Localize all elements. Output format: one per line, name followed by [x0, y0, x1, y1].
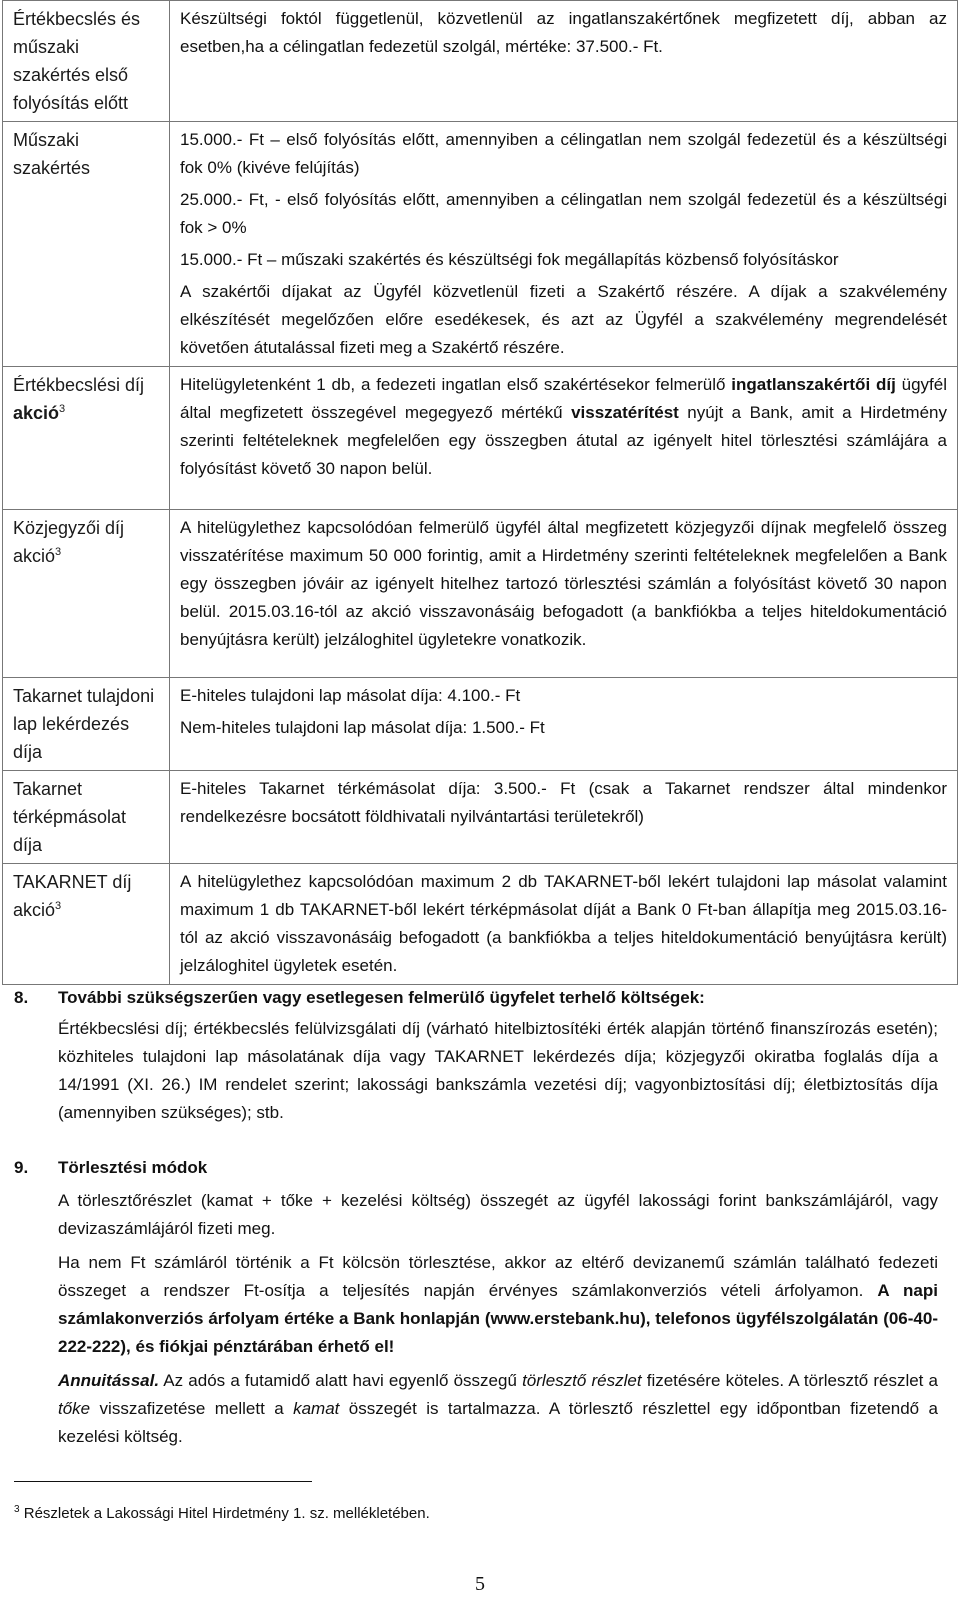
text-run-italic: kamat	[293, 1399, 340, 1418]
text-run-bold-italic: Annuitással.	[58, 1371, 160, 1390]
footnote-ref: 3	[55, 900, 62, 912]
table-row	[3, 678, 958, 771]
text-run-bold: ingatlanszakértői díj	[731, 375, 896, 394]
footnote-marker: 3	[14, 1504, 20, 1515]
row-label	[3, 367, 170, 510]
text-run-bold: A napi számlakonverziós árfolyam értéke a Bank honlapján (www.erstebank.hu), telefonos ügyfélszolgálatán (06-40-222-222), és fiókjai pénztárában érhető el!	[58, 1281, 938, 1356]
fee-text: 25.000.- Ft, - első folyósítás előtt, amennyiben a célingatlan nem szolgál fedezetül és a készültségi fok > 0%	[180, 190, 947, 237]
section-number: 9.	[14, 1158, 29, 1177]
fee-text: 15.000.- Ft – első folyósítás előtt, amennyiben a célingatlan nem szolgál fedezetül és a készültségi fok 0% (kivéve felújítás)	[180, 130, 947, 177]
row-value	[170, 771, 958, 864]
table-row	[3, 864, 958, 985]
paragraph: Értékbecslési díj; értékbecslés felülvizsgálati díj (várható hitelbiztosítéki érték alapján történő finanszírozás esetén); közhiteles tulajdoni lap másolatának díja vagy TAKARNET lekérdezés díja; közjegyzői okiratba foglalás díja a 14/1991 (XI. 26.) IM rendelet szerint; lakossági bankszámla vezetési díj; vagyonbiztosítási díj; életbiztosítás díja (amennyiben szükséges); stb.	[58, 1019, 938, 1122]
fee-text: A hitelügylethez kapcsolódóan felmerülő ügyfél által megfizetett közjegyzői díjnak megfelelő összeg visszatérítése maximum 50 000 forintig, amit a Hirdetmény szerinti feltételeknek megfelelően a Bank egy összegben jóváir az igényelt hitelhez tartozó törlesztési számlán a folyósítást követő 30 napon belül. 2015.03.16-tól az akció visszavonásáig befogadott (a bankfiókba a teljes hiteldokumentáció benyújtásra került) jelzáloghitel ügyletekre vonatkozik.	[180, 518, 947, 649]
fee-text: E-hiteles tulajdoni lap másolat díja: 4.100.- Ft	[180, 686, 521, 705]
section-body	[58, 1187, 938, 1457]
text-run: összegét is tartalmazza. A törlesztő részlettel egy időpontban fizetendő a kezelési költség.	[58, 1399, 938, 1446]
text-run: Ha nem Ft számláról történik a Ft kölcsön törlesztése, akkor az eltérő devizanemű számlán található fedezeti összeget a rendszer Ft-osítja a teljesítés napján érvényes számlakonverziós vételi árfolyamon.	[58, 1253, 938, 1300]
text-run: Az adós a futamidő alatt havi egyenlő összegű	[159, 1371, 523, 1390]
label-text: Értékbecslési díj	[13, 375, 145, 395]
fee-text: Nem-hiteles tulajdoni lap másolat díja: 1.500.- Ft	[180, 718, 545, 737]
footnote-divider	[14, 1481, 312, 1482]
table-row	[3, 510, 958, 678]
text-run-bold: visszatérítést	[571, 403, 679, 422]
text-run: visszafizetése mellett a	[90, 1399, 294, 1418]
table-row	[3, 771, 958, 864]
table-row	[3, 122, 958, 367]
row-value	[170, 367, 958, 510]
fee-table	[2, 0, 958, 985]
section-body	[58, 1015, 938, 1133]
row-value	[170, 510, 958, 678]
text-run: nyújt a Bank, amit a Hirdetmény szerinti feltételeknek megfelelően egy összegben átutal az igényelt hitel törlesztési számlájára a folyósítást követő 30 napon belül.	[180, 403, 947, 478]
section-title: További szükségszerűen vagy esetlegesen felmerülő ügyfelet terhelő költségek:	[58, 988, 705, 1007]
footnote-ref: 3	[59, 403, 66, 415]
section-number: 8.	[14, 988, 29, 1007]
footnote	[14, 1502, 430, 1526]
section-heading	[14, 988, 705, 1008]
label-text: TAKARNET díj akció	[13, 872, 132, 920]
text-run: ügyfél által megfizetett összegével megegyező mértékű	[180, 375, 947, 422]
paragraph	[58, 1367, 938, 1451]
label-text: akció	[13, 403, 60, 423]
text-run-italic: törlesztő részlet	[522, 1371, 642, 1390]
text-run: Hitelügyletenként 1 db, a fedezeti ingatlan első szakértésekor felmerülő	[180, 375, 732, 394]
row-label	[3, 510, 170, 678]
row-value	[170, 864, 958, 985]
table-row	[3, 1, 958, 122]
paragraph: A törlesztőrészlet (kamat + tőke + kezelési költség) összegét az ügyfél lakossági forint bankszámlájáról, vagy devizaszámlájáról fizeti meg.	[58, 1191, 938, 1238]
row-label: Takarnet térképmásolat díja	[3, 771, 170, 864]
row-label: Takarnet tulajdoni lap lekérdezés díja	[3, 678, 170, 771]
label-text: Közjegyzői díj akció	[13, 518, 125, 566]
table-row	[3, 367, 958, 510]
row-label: Értékbecslés és műszaki szakértés első folyósítás előtt	[3, 1, 170, 122]
fee-text: A hitelügylethez kapcsolódóan maximum 2 db TAKARNET-ből lekért tulajdoni lap másolat valamint maximum 1 db TAKARNET-ből lekért térképmásolat díját a Bank 0 Ft-ban állapítja meg 2015.03.16-tól az akció visszavonásáig befogadott (a bankfiókba a teljes hiteldokumentáció benyújtásra került) jelzáloghitel ügyletek esetén.	[180, 872, 947, 975]
footnote-ref: 3	[55, 546, 62, 558]
fee-text	[180, 371, 947, 483]
fee-text: 15.000.- Ft – műszaki szakértés és készültségi fok megállapítás közbenső folyósításkor	[180, 250, 839, 269]
text-run: fizetésére köteles. A törlesztő részlet a	[641, 1371, 938, 1390]
row-label: Műszaki szakértés	[3, 122, 170, 367]
row-value	[170, 122, 958, 367]
page-number: 5	[475, 1573, 485, 1595]
row-value	[170, 678, 958, 771]
section-heading	[14, 1158, 207, 1178]
text-run-italic: tőke	[58, 1399, 91, 1418]
row-label	[3, 864, 170, 985]
fee-text: E-hiteles Takarnet térkémásolat díja: 3.500.- Ft (csak a Takarnet rendszer által mindenkor rendelkezésre bocsátott földhivatali nyilvántartási területekről)	[180, 779, 947, 826]
footnote-text: Részletek a Lakossági Hitel Hirdetmény 1. sz. mellékletében.	[23, 1505, 430, 1522]
row-value	[170, 1, 958, 122]
section-title: Törlesztési módok	[58, 1158, 208, 1177]
fee-text: A szakértői díjakat az Ügyfél közvetlenül fizeti a Szakértő részére. A díjak a szakvélemény elkészítését megelőzően előre esedékesek, és azt az Ügyfél a szakvélemény megrendelését követően átutalással fizeti meg a Szakértő részére.	[180, 282, 947, 357]
fee-text: Készültségi foktól függetlenül, közvetlenül az ingatlanszakértőnek megfizetett díj, abban az esetben,ha a célingatlan fedezetül szolgál, mértéke: 37.500.- Ft.	[180, 9, 947, 56]
paragraph	[58, 1249, 938, 1361]
